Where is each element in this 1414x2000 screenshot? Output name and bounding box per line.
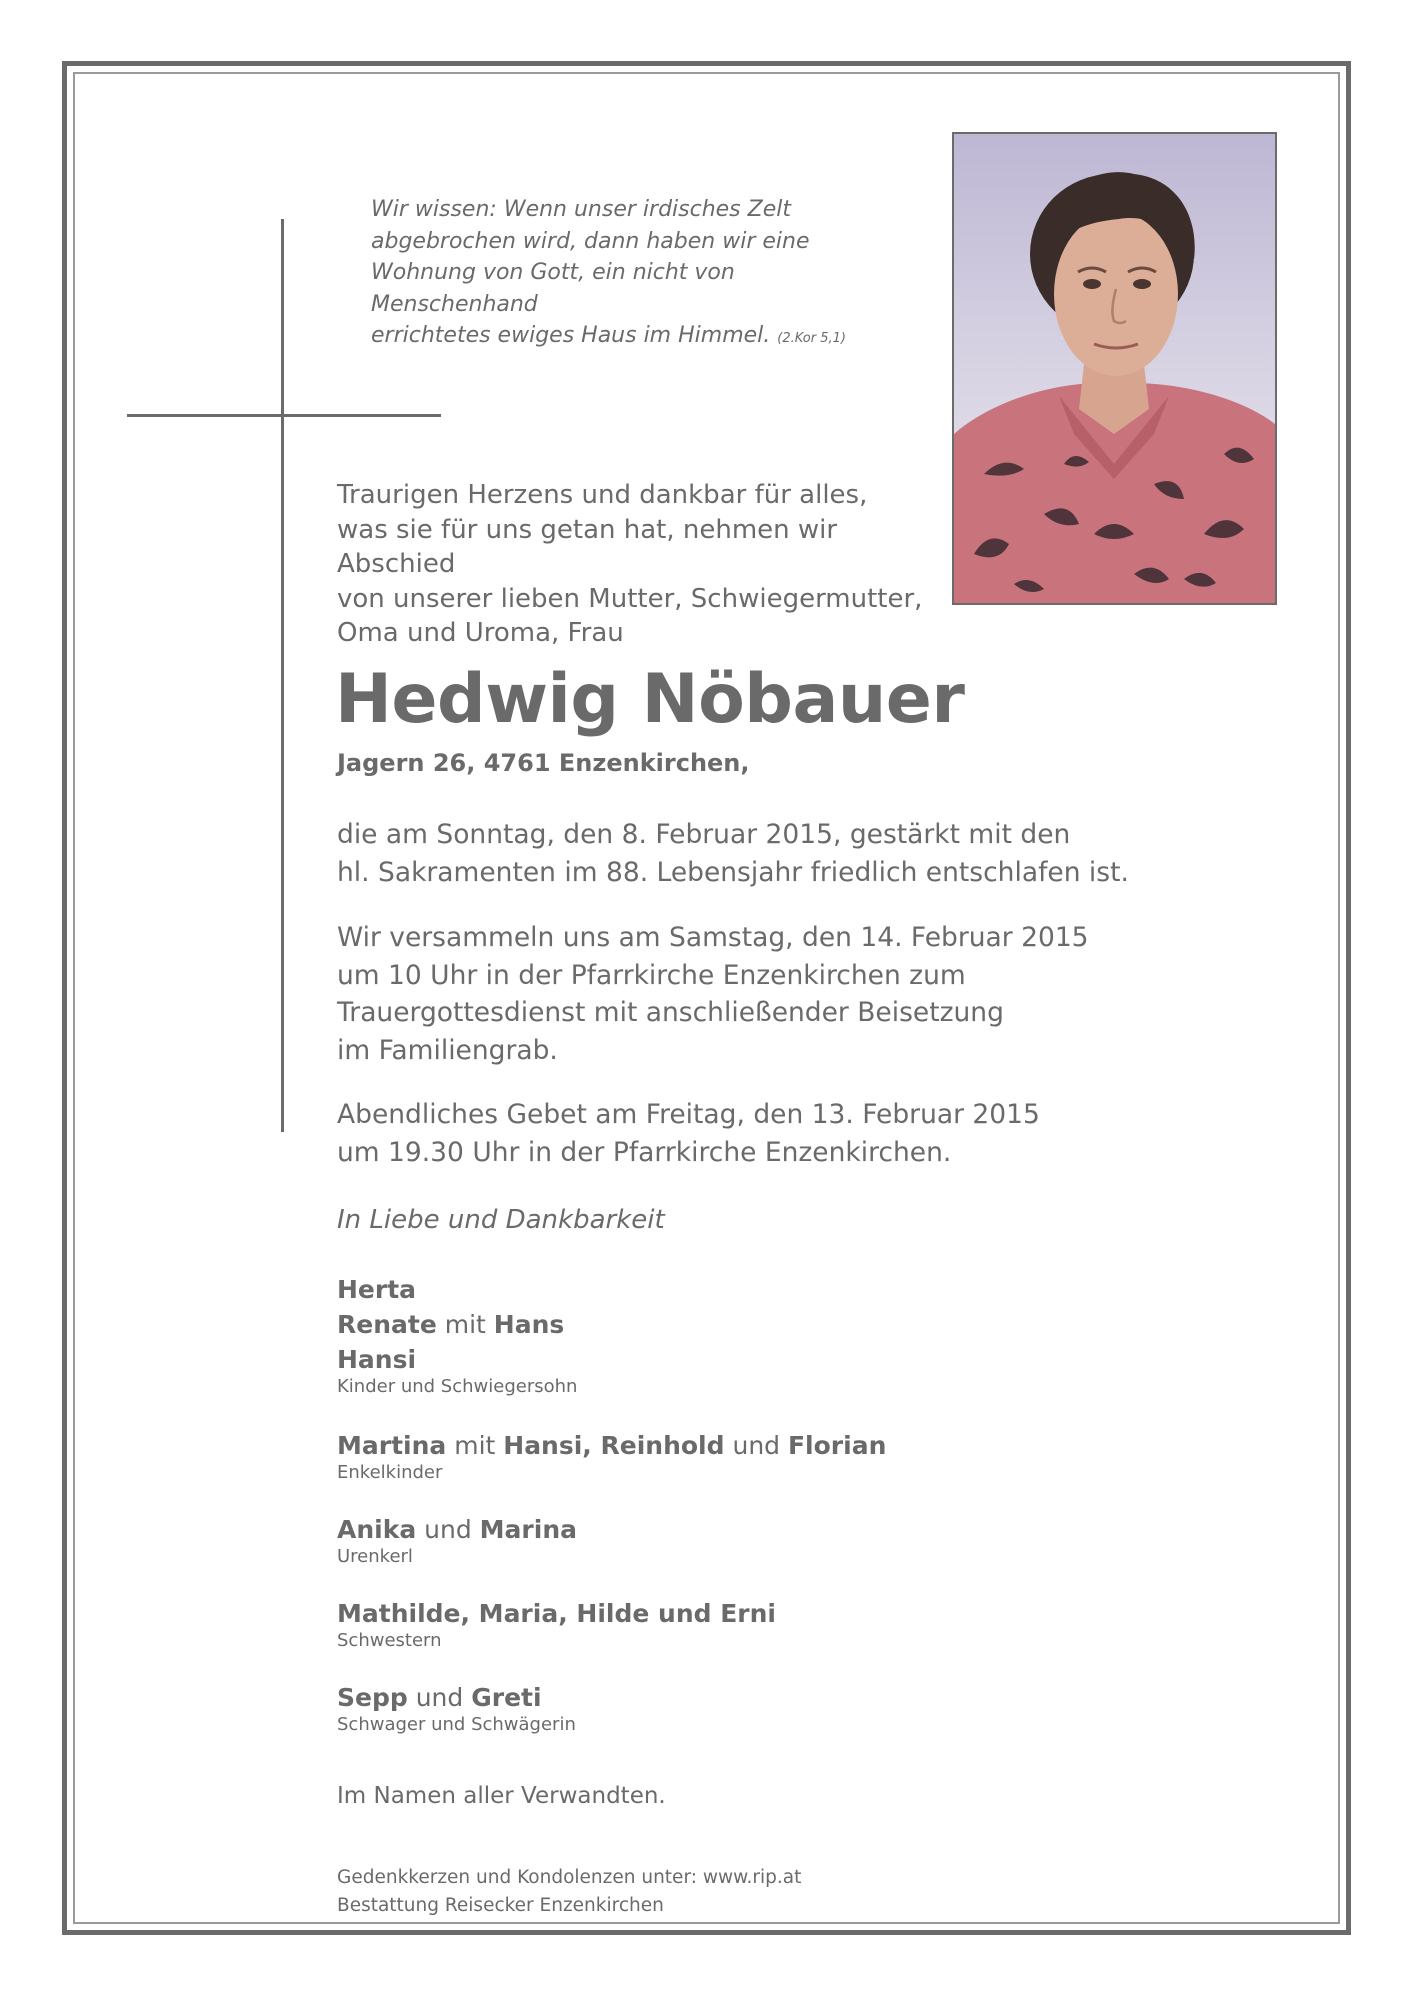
family-role: Enkelkinder: [337, 1462, 443, 1483]
paragraph-line: Trauergottesdienst mit anschließender Beisetzung: [337, 997, 1004, 1028]
footer: [337, 1864, 801, 1920]
family-name: Greti: [471, 1683, 542, 1712]
intro-line: Traurigen Herzens und dankbar für alles,: [337, 480, 868, 510]
funeral-paragraph: [337, 919, 1237, 1069]
cross-horizontal-bar: [127, 414, 441, 417]
family-role: Kinder und Schwiegersohn: [337, 1376, 578, 1397]
family-connector: und: [724, 1431, 788, 1460]
family-role: Urenkerl: [337, 1546, 413, 1567]
family-connector: mit: [436, 1310, 494, 1339]
family-line: [337, 1428, 1037, 1463]
signoff: Im Namen aller Verwandten.: [337, 1783, 666, 1809]
family-name: Herta: [337, 1275, 417, 1304]
footer-condolence-line: Gedenkkerzen und Kondolenzen unter: www.rip.at: [337, 1867, 802, 1888]
paragraph-line: um 19.30 Uhr in der Pfarrkirche Enzenkirchen.: [337, 1136, 952, 1168]
family-name: Hansi: [337, 1345, 417, 1374]
family-name: Anika: [337, 1515, 417, 1544]
family-great-grandchildren: [337, 1512, 1037, 1569]
intro-text: [337, 478, 957, 651]
paragraph-line: die am Sonntag, den 8. Februar 2015, gestärkt mit den: [337, 819, 1071, 850]
intro-line: von unserer lieben Mutter, Schwiegermutter,: [337, 583, 923, 614]
intro-line: was sie für uns getan hat, nehmen wir Abschied: [337, 514, 838, 579]
verse-line: Wohnung von Gott, ein nicht von Menschenhand: [371, 260, 735, 317]
paragraph-line: Wir versammeln uns am Samstag, den 14. Februar 2015: [337, 922, 1089, 953]
family-name: Mathilde, Maria, Hilde und Erni: [337, 1599, 776, 1628]
portrait-photo: [952, 132, 1277, 605]
family-name: Hans: [493, 1310, 565, 1339]
verse-line: abgebrochen wird, dann haben wir eine: [371, 228, 810, 254]
paragraph-line: hl. Sakramenten im 88. Lebensjahr friedlich entschlafen ist.: [337, 856, 1129, 888]
family-grandchildren: [337, 1428, 1037, 1485]
footer-undertaker-line: Bestattung Reisecker Enzenkirchen: [337, 1895, 664, 1916]
paragraph-line: Abendliches Gebet am Freitag, den 13. Februar 2015: [337, 1099, 1040, 1130]
family-name: Florian: [787, 1431, 887, 1460]
deceased-name: Hedwig Nöbauer: [335, 660, 965, 739]
paragraph-line: im Familiengrab.: [337, 1034, 558, 1066]
family-children: [337, 1272, 1037, 1399]
cross-vertical-bar: [281, 219, 284, 1132]
family-line: [337, 1307, 1037, 1342]
family-sisters: [337, 1596, 1037, 1653]
family-name: Sepp: [337, 1683, 408, 1712]
paragraph-line: um 10 Uhr in der Pfarrkirche Enzenkirchen zum: [337, 959, 966, 991]
family-name: Renate: [337, 1310, 437, 1339]
verse-reference: (2.Kor 5,1): [777, 331, 846, 346]
family-connector: mit: [446, 1431, 504, 1460]
family-connector: und: [416, 1515, 480, 1544]
family-name: Martina: [337, 1431, 447, 1460]
portrait-illustration: [954, 134, 1275, 603]
deceased-address: Jagern 26, 4761 Enzenkirchen,: [337, 749, 750, 777]
intro-line: Oma und Uroma, Frau: [337, 618, 624, 648]
family-line: [337, 1680, 1037, 1715]
family-name: Marina: [479, 1515, 577, 1544]
family-connector: und: [407, 1683, 472, 1712]
family-in-laws: [337, 1680, 1037, 1737]
family-line: [337, 1512, 1037, 1547]
family-role: Schwager und Schwägerin: [337, 1714, 576, 1735]
closing-phrase: In Liebe und Dankbarkeit: [337, 1205, 665, 1235]
verse-line-text: errichtetes ewiges Haus im Himmel.: [371, 323, 771, 348]
verse-line: Wir wissen: Wenn unser irdisches Zelt: [371, 197, 791, 222]
prayer-paragraph: [337, 1096, 1237, 1171]
family-name: Hansi, Reinhold: [503, 1431, 725, 1460]
family-role: Schwestern: [337, 1630, 442, 1651]
verse-line: [371, 320, 891, 355]
death-paragraph: [337, 816, 1237, 891]
bible-verse: [371, 194, 891, 355]
